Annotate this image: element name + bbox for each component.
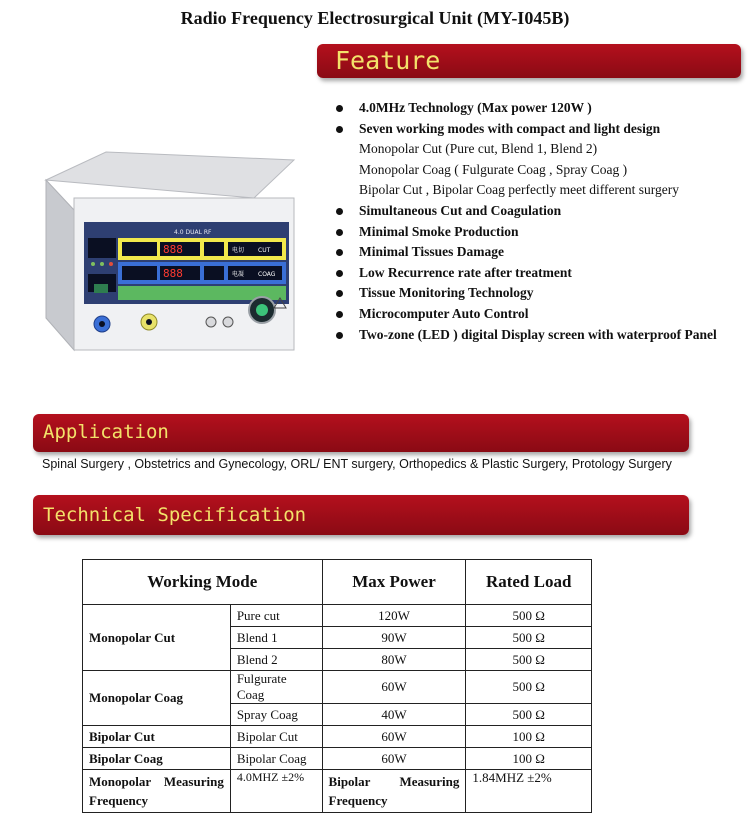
electrosurgical-unit-image: [36, 150, 298, 360]
load-cell: 100 Ω: [466, 748, 592, 770]
table-header-row: [83, 560, 592, 605]
mode-group: Monopolar Coag: [83, 671, 231, 726]
feature-text: Low Recurrence rate after treatment: [359, 264, 572, 280]
feature-text: Simultaneous Cut and Coagulation: [359, 202, 562, 218]
mode-group: Bipolar Coag: [83, 748, 231, 770]
load-cell: 500 Ω: [466, 704, 592, 726]
feature-item: [336, 119, 746, 140]
header-max-power: Max Power: [322, 560, 466, 605]
mode-cell: Spray Coag: [230, 704, 322, 726]
feature-item: [336, 222, 746, 243]
coag-display: 888: [163, 267, 183, 280]
feature-item: [336, 283, 746, 304]
mode-group: Monopolar Cut: [83, 605, 231, 671]
label-line: Frequency: [328, 793, 388, 808]
coag-label: COAG: [258, 271, 276, 278]
mode-cell: Fulgurate Coag: [230, 671, 322, 704]
load-cell: 500 Ω: [466, 627, 592, 649]
table-row: [83, 726, 592, 748]
feature-text: Monopolar Coag ( Fulgurate Coag , Spray Coag ): [359, 161, 628, 177]
feature-item: [336, 263, 746, 284]
header-working-mode: Working Mode: [83, 560, 323, 605]
mode-cell: Bipolar Coag: [230, 748, 322, 770]
feature-item: [336, 139, 746, 160]
feature-text: Bipolar Cut , Bipolar Coag perfectly meet different surgery: [359, 182, 680, 198]
mode-cell: Pure cut: [230, 605, 322, 627]
feature-item: [336, 160, 746, 181]
device-top-label: 4.0 DUAL RF: [174, 229, 212, 236]
coag-cn-label: 电凝: [232, 271, 245, 278]
feature-item: [336, 304, 746, 325]
load-cell: 100 Ω: [466, 726, 592, 748]
power-cell: 120W: [322, 605, 466, 627]
load-cell: 500 Ω: [466, 649, 592, 671]
page-title: Radio Frequency Electrosurgical Unit (MY-I045B): [180, 8, 570, 28]
bullet-icon: [336, 311, 343, 318]
power-cell: 60W: [322, 748, 466, 770]
bipolar-frequency-value: 1.84MHZ ±2%: [466, 770, 592, 813]
application-banner: [33, 414, 689, 452]
monopolar-frequency-value: 4.0MHZ ±2%: [230, 770, 322, 813]
power-cell: 40W: [322, 704, 466, 726]
bullet-icon: [336, 229, 343, 236]
label-line: Frequency: [89, 793, 148, 808]
power-cell: 60W: [322, 671, 466, 704]
feature-text: Microcomputer Auto Control: [359, 305, 529, 321]
feature-text: Seven working modes with compact and light design: [359, 120, 661, 136]
header-rated-load: Rated Load: [466, 560, 592, 605]
power-cell: 80W: [322, 649, 466, 671]
bullet-icon: [336, 208, 343, 215]
feature-text: 4.0MHz Technology (Max power 120W ): [359, 100, 592, 115]
bullet-icon: [336, 105, 343, 112]
feature-text: Two-zone (LED ) digital Display screen with waterproof Panel: [359, 326, 717, 342]
technical-specification-banner: [33, 495, 689, 535]
feature-text: Tissue Monitoring Technology: [359, 285, 534, 301]
feature-item: [336, 325, 746, 346]
feature-heading: Feature: [335, 46, 441, 75]
feature-text: Minimal Tissues Damage: [359, 244, 505, 260]
load-cell: 500 Ω: [466, 605, 592, 627]
technical-specification-heading: Technical Specification: [43, 504, 307, 526]
feature-item: [336, 180, 746, 201]
mode-cell: Blend 2: [230, 649, 322, 671]
feature-banner: [317, 44, 741, 78]
feature-list: [336, 98, 746, 345]
cut-label: CUT: [258, 247, 271, 254]
feature-text: Monopolar Cut (Pure cut, Blend 1, Blend 2): [359, 141, 598, 157]
specification-table: [82, 559, 592, 813]
power-cell: 90W: [322, 627, 466, 649]
bullet-icon: [336, 126, 343, 133]
feature-item: [336, 98, 746, 119]
application-text: Spinal Surgery , Obstetrics and Gynecology, ORL/ ENT surgery, Orthopedics & Plastic Surgery, Protology Surgery: [42, 457, 672, 471]
bipolar-frequency-label: [322, 770, 466, 813]
mode-group: Bipolar Cut: [83, 726, 231, 748]
bullet-icon: [336, 332, 343, 339]
table-row: [83, 605, 592, 627]
feature-item: [336, 242, 746, 263]
application-heading: Application: [43, 421, 169, 443]
bullet-icon: [336, 290, 343, 297]
bullet-icon: [336, 249, 343, 256]
label-line: Bipolar Measuring: [328, 774, 460, 789]
cut-cn-label: 电切: [232, 247, 245, 254]
mode-cell: Blend 1: [230, 627, 322, 649]
mode-cell: Bipolar Cut: [230, 726, 322, 748]
label-line: Monopolar Measuring: [89, 774, 224, 789]
power-cell: 60W: [322, 726, 466, 748]
table-row: [83, 748, 592, 770]
monopolar-frequency-label: [83, 770, 231, 813]
cut-display: 888: [163, 243, 183, 256]
bullet-icon: [336, 270, 343, 277]
feature-item: [336, 201, 746, 222]
frequency-row: [83, 770, 592, 813]
table-row: [83, 671, 592, 704]
load-cell: 500 Ω: [466, 671, 592, 704]
feature-text: Minimal Smoke Production: [359, 223, 519, 239]
